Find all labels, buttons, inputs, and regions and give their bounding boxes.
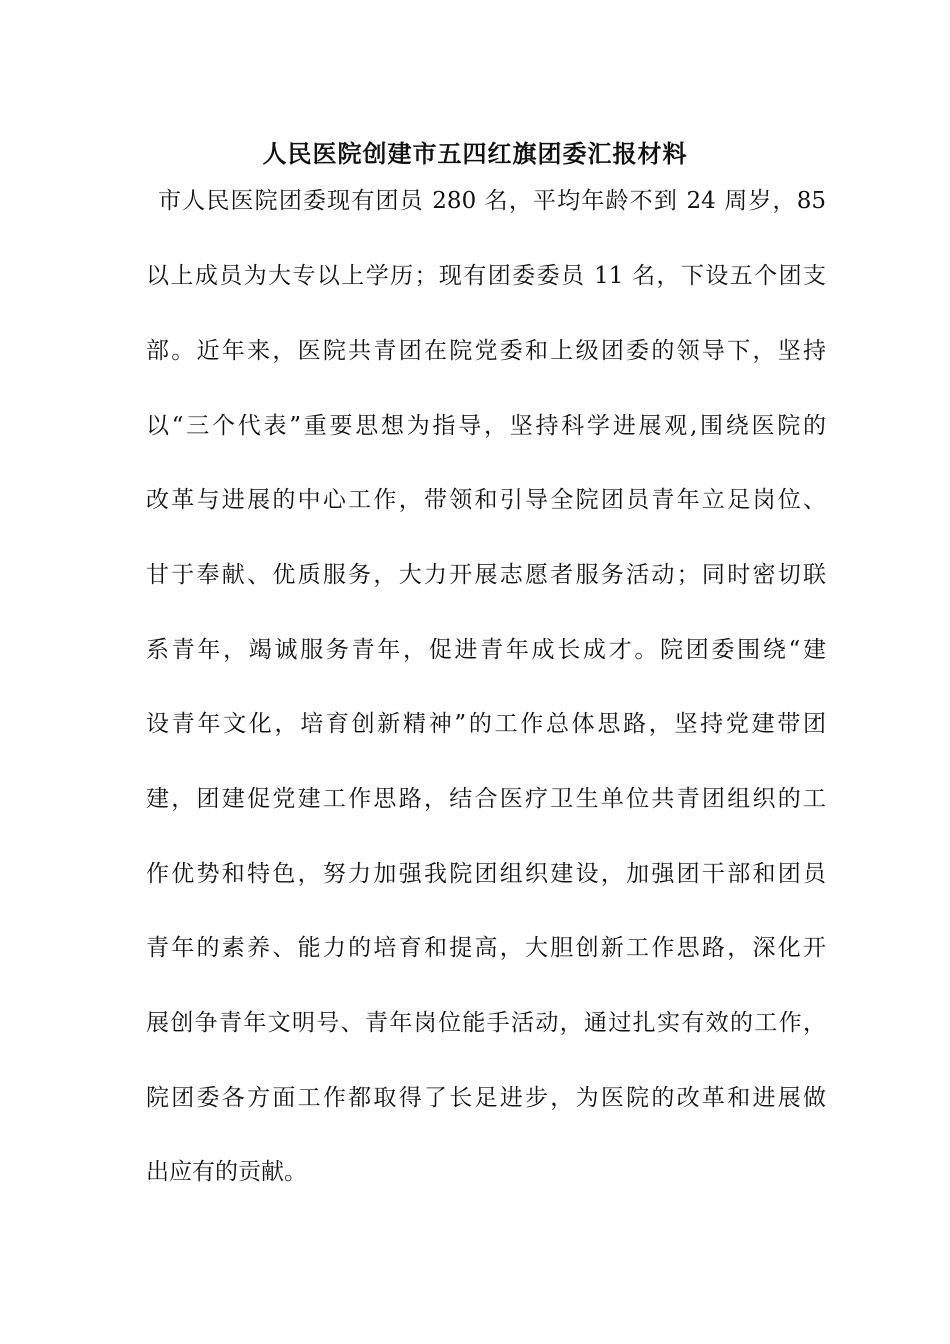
paragraph-line-12: 展创争青年文明号、青年岗位能手活动，通过扎实有效的工作， (146, 1010, 826, 1036)
paragraph-line-11: 青年的素养、能力的培育和提高，大胆创新工作思路，深化开 (146, 935, 826, 961)
paragraph-line-9: 建，团建促党建工作思路，结合医疗卫生单位共青团组织的工 (146, 786, 826, 812)
paragraph-line-1: 市人民医院团委现有团员 280 名，平均年龄不到 24 周岁，85 (158, 188, 826, 214)
document-title: 人民医院创建市五四红旗团委汇报材料 (262, 139, 688, 168)
paragraph-line-10: 作优势和特色，努力加强我院团组织建设，加强团干部和团员 (146, 861, 826, 887)
paragraph-line-3: 部。近年来，医院共青团在院党委和上级团委的领导下，坚持 (146, 338, 826, 364)
paragraph-line-8: 设青年文化，培育创新精神”的工作总体思路，坚持党建带团 (146, 711, 826, 737)
paragraph-line-5: 改革与进展的中心工作，带领和引导全院团员青年立足岗位、 (146, 487, 826, 513)
paragraph-line-4: 以“三个代表”重要思想为指导，坚持科学进展观,围绕医院的 (146, 413, 826, 439)
paragraph-line-6: 甘于奉献、优质服务，大力开展志愿者服务活动；同时密切联 (146, 562, 826, 588)
paragraph-line-13: 院团委各方面工作都取得了长足进步，为医院的改革和进展做 (146, 1085, 826, 1111)
paragraph-line-7: 系青年，竭诚服务青年，促进青年成长成才。院团委围绕“建 (146, 637, 826, 663)
paragraph-line-2: 以上成员为大专以上学历；现有团委委员 11 名，下设五个团支 (146, 263, 826, 289)
paragraph-line-14: 出应有的贡献。 (146, 1159, 307, 1185)
